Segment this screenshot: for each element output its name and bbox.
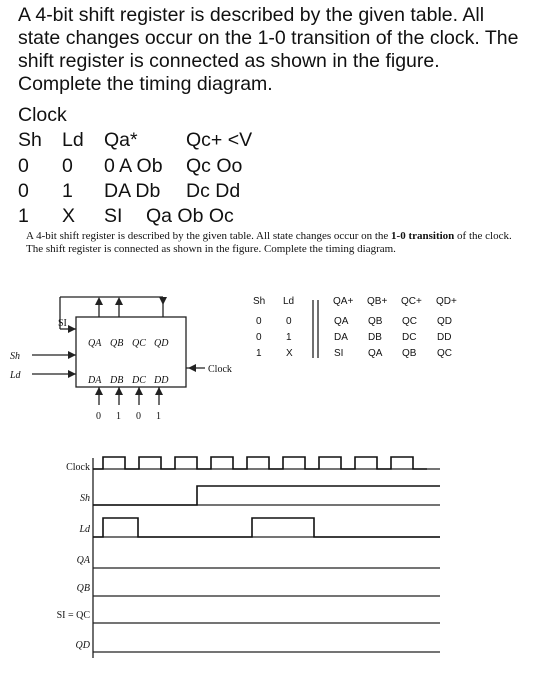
table-header: QA+: [333, 296, 354, 307]
typed-cell: 0: [62, 155, 73, 177]
table-cell: 0: [256, 316, 262, 327]
q-output-label: QD: [154, 338, 169, 349]
d-value: 0: [96, 411, 101, 422]
table-cell: DB: [368, 332, 382, 343]
q-output-label: QB: [110, 338, 124, 349]
table-cell: DD: [437, 332, 452, 343]
typed-header-ld: Ld: [62, 129, 84, 151]
table-cell: DA: [334, 332, 348, 343]
arrowhead: [95, 297, 103, 305]
typed-header-qa: Qa*: [104, 129, 138, 151]
table-header: Ld: [283, 296, 295, 307]
table-header: QC+: [401, 296, 422, 307]
arrowhead: [68, 370, 76, 378]
d-value: 1: [156, 411, 161, 422]
table-cell: QC: [402, 316, 417, 327]
table-header: QD+: [436, 296, 457, 307]
clock-triangle: [188, 364, 196, 372]
ld-waveform: [93, 518, 440, 537]
timing-label-qb: QB: [76, 583, 90, 594]
table-header: QB+: [367, 296, 388, 307]
table-header: Sh: [253, 296, 266, 307]
typed-cell: 0: [18, 155, 29, 177]
d-input-label: DB: [110, 375, 124, 386]
table-cell: DC: [402, 332, 417, 343]
timing-label-qa: QA: [76, 555, 90, 566]
clock-waveform: [93, 457, 427, 469]
table-cell: QB: [368, 316, 383, 327]
q-output-label: QA: [88, 338, 102, 349]
typed-cell: 0 A Ob: [104, 155, 163, 177]
typed-cell: SI: [104, 205, 123, 227]
sh-label: Sh: [10, 351, 20, 362]
typed-header-qc: Qc+ <V: [186, 129, 253, 151]
d-input-label: DD: [154, 375, 169, 386]
arrowhead: [95, 387, 103, 395]
d-input-label: DA: [88, 375, 102, 386]
typed-cell: 1: [62, 180, 73, 202]
table-cell: 0: [256, 332, 262, 343]
typed-cell: Dc Dd: [186, 180, 241, 202]
arrowhead: [68, 325, 76, 333]
timing-label-clock: Clock: [66, 462, 90, 473]
q-output-label: QC: [132, 338, 146, 349]
caption-bold-phrase: 1-0 transition: [391, 230, 455, 242]
table-cell: 1: [256, 348, 262, 359]
arrowhead: [159, 297, 167, 305]
table-cell: QA: [334, 316, 349, 327]
d-value: 0: [136, 411, 141, 422]
typed-cell: X: [62, 205, 76, 227]
typed-cell: Qc Oo: [186, 155, 243, 177]
arrowhead: [155, 387, 163, 395]
table-cell: X: [286, 348, 293, 359]
table-cell: SI: [334, 348, 344, 359]
clock-input-label: Clock: [208, 364, 232, 375]
arrowhead: [115, 297, 123, 305]
si-label: SI: [58, 318, 67, 329]
d-input-label: DC: [132, 375, 146, 386]
typed-header-sh: Sh: [18, 129, 42, 151]
timing-label-sh: Sh: [80, 493, 90, 504]
ld-label: Ld: [10, 370, 21, 381]
table-cell: 1: [286, 332, 292, 343]
typed-cell: 0: [18, 180, 29, 202]
typed-cell: Qa Ob Oc: [146, 205, 234, 227]
sh-waveform: [93, 486, 440, 505]
table-cell: QC: [437, 348, 452, 359]
table-cell: QD: [437, 316, 452, 327]
arrowhead: [115, 387, 123, 395]
figure-caption: A 4-bit shift register is described by the given table. All state changes occur on the 1-0 transition of the clock. The shift register is connected as shown in the figure. Complete the timing diagram.: [26, 230, 512, 255]
problem-statement: A 4-bit shift register is described by the given table. All state changes occur on the 1-0 transition of the clock. The shift register is connected as shown in the figure. Complete the timing diagram.: [18, 4, 519, 95]
table-cell: 0: [286, 316, 292, 327]
timing-label-qd: QD: [75, 640, 90, 651]
timing-label-si-qc: SI = QC: [56, 610, 90, 621]
table-cell: QA: [368, 348, 383, 359]
typed-cell: 1: [18, 205, 29, 227]
table-cell: QB: [402, 348, 417, 359]
arrowhead: [135, 387, 143, 395]
timing-label-ld: Ld: [79, 524, 90, 535]
clock-word: Clock: [18, 104, 67, 126]
d-value: 1: [116, 411, 121, 422]
typed-cell: DA Db: [104, 180, 161, 202]
arrowhead: [68, 351, 76, 359]
